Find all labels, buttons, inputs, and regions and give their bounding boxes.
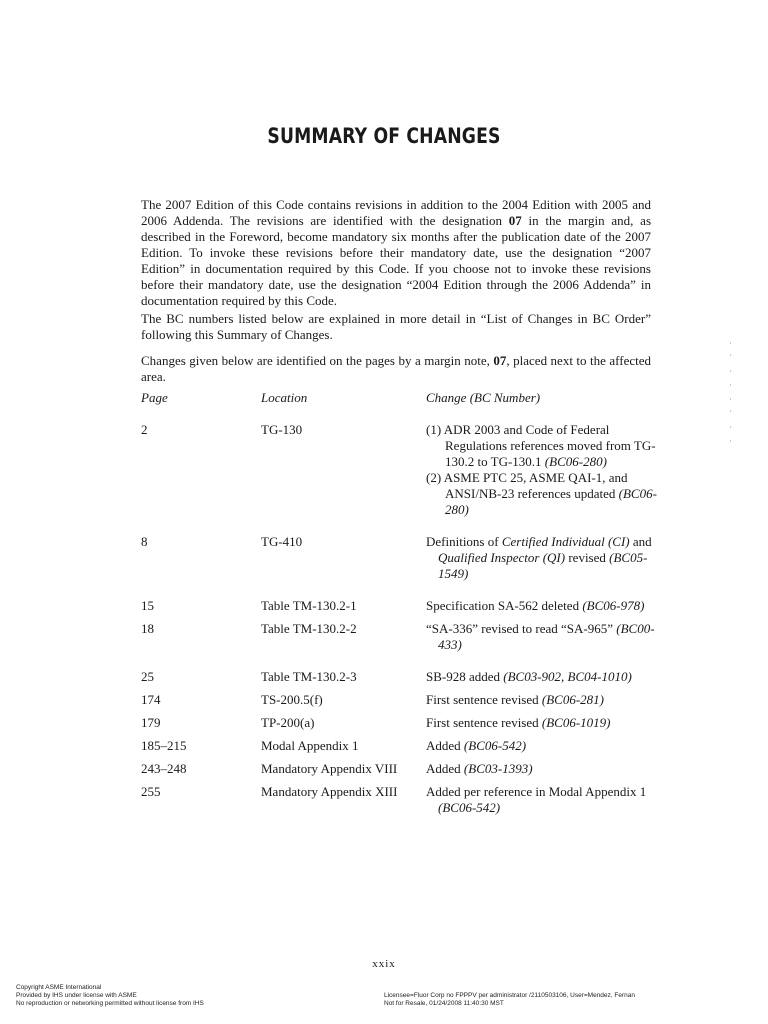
footer-line: Copyright ASME International — [16, 984, 102, 991]
row-change — [426, 422, 661, 534]
row-change — [426, 669, 661, 692]
change-text: Added — [426, 738, 464, 753]
row-page: 174 — [141, 692, 161, 707]
bc-number: (BC03-1393) — [463, 761, 533, 776]
bc-number: (BC06-542) — [463, 738, 527, 753]
table-row — [141, 598, 661, 621]
change-text: SB-928 added — [426, 669, 504, 684]
row-location: TP-200(a) — [261, 715, 315, 730]
change-text: Added per reference in Modal Appendix 1 — [426, 784, 647, 799]
bc-number: (BC06-280) — [445, 486, 657, 517]
row-page: 255 — [141, 784, 161, 799]
bc-number: (BC05-1549) — [438, 550, 648, 581]
row-change — [426, 534, 661, 598]
license-footer — [384, 992, 635, 1008]
copyright-footer — [16, 984, 204, 1008]
bc-number: (BC03-902, BC04-1010) — [503, 669, 632, 684]
row-change — [426, 761, 661, 784]
table-row — [141, 715, 661, 738]
change-text: First sentence revised — [426, 715, 542, 730]
row-location: Table TM-130.2-2 — [261, 621, 357, 636]
row-change — [426, 621, 661, 669]
change-item — [426, 761, 661, 777]
row-page: 185–215 — [141, 738, 187, 753]
footer-line: Provided by IHS under license with ASME — [16, 992, 137, 999]
term-qi: Qualified Inspector (QI) — [438, 550, 566, 565]
change-text: Definitions of — [426, 534, 502, 549]
change-item — [426, 715, 661, 731]
table-row — [141, 669, 661, 692]
row-change — [426, 692, 661, 715]
change-item — [426, 669, 661, 685]
row-location: Modal Appendix 1 — [261, 738, 359, 753]
margin-note-text-2: , placed next to the affected area. — [141, 353, 651, 384]
footer-line: Licensee=Fluor Corp no FPPPV per administrator /2110503106, User=Mendez, Fernan — [384, 992, 635, 999]
margin-designation: 07 — [508, 213, 522, 228]
table-row — [141, 692, 661, 715]
change-text: revised — [565, 550, 610, 565]
row-location: Table TM-130.2-1 — [261, 598, 357, 613]
table-row — [141, 621, 661, 669]
change-text: First sentence revised — [426, 692, 542, 707]
row-change — [426, 738, 661, 761]
changes-table — [141, 390, 661, 823]
table-row — [141, 534, 661, 598]
bc-number: (BC06-542) — [438, 800, 501, 815]
margin-note-paragraph — [141, 353, 651, 385]
header-page: Page — [141, 390, 168, 405]
change-item — [426, 598, 661, 614]
margin-marks — [729, 340, 733, 452]
change-item — [426, 692, 661, 708]
footer-line: No reproduction or networking permitted without license from IHS — [16, 1000, 204, 1007]
change-text: “SA-336” revised to read “SA-965” — [426, 621, 617, 636]
table-row — [141, 738, 661, 761]
margin-dots — [729, 340, 733, 452]
row-page: 18 — [141, 621, 154, 636]
row-location: TG-410 — [261, 534, 303, 549]
row-location: TG-130 — [261, 422, 303, 437]
change-text: Added — [426, 761, 464, 776]
margin-note-text-1: Changes given below are identified on the pages by a margin note, — [141, 353, 494, 368]
bc-number: (BC06-978) — [582, 598, 645, 613]
row-change — [426, 784, 661, 823]
page-number: xxix — [372, 958, 396, 970]
table-row — [141, 784, 661, 823]
term-ci: Certified Individual (CI) — [501, 534, 630, 549]
page-title: SUMMARY OF CHANGES — [267, 124, 501, 148]
margin-note-designation: 07 — [493, 353, 507, 368]
row-page: 179 — [141, 715, 161, 730]
table-header-row — [141, 390, 661, 422]
header-change: Change (BC Number) — [426, 390, 541, 405]
row-change — [426, 598, 661, 621]
row-location: Mandatory Appendix VIII — [261, 761, 398, 776]
row-change — [426, 715, 661, 738]
bc-number: (BC06-280) — [544, 454, 607, 469]
change-item — [426, 784, 661, 816]
bc-numbers-paragraph: The BC numbers listed below are explained in more detail in “List of Changes in BC Order” following this Summary of Changes. — [141, 311, 651, 342]
row-page: 2 — [141, 422, 148, 437]
bc-number: (BC06-281) — [541, 692, 604, 707]
intro-text-1: The 2007 Edition of this Code contains revisions in addition to the 2004 Edition with 2005 and 2006 Addenda. The revisions are identified with the designation — [141, 197, 651, 228]
change-item — [426, 621, 661, 653]
row-page: 243–248 — [141, 761, 187, 776]
change-text: and — [629, 534, 652, 549]
footer-line: Not for Resale, 01/24/2008 11:40:30 MST — [384, 1000, 504, 1007]
intro-text-2: in the margin and, as described in the Foreword, become mandatory six months after the publication date of the 2007 Edition. To invoke these revisions before their mandatory date, use the designation “2007 Edition” in documentation required by this Code. If you choose not to invoke these revisions before their mandatory date, use the designation “2004 Edition through the 2006 Addenda” in documentation required by this Code. — [141, 213, 651, 308]
bc-number: (BC00-433) — [438, 621, 655, 652]
row-page: 8 — [141, 534, 148, 549]
row-location: Mandatory Appendix XIII — [261, 784, 398, 799]
header-location: Location — [261, 390, 308, 405]
change-text: (1) ADR 2003 and Code of Federal Regulations references moved from TG-130.2 to TG-130.1 — [426, 422, 656, 469]
change-item — [426, 422, 661, 470]
table-row — [141, 422, 661, 534]
intro-paragraph — [141, 197, 651, 309]
change-text: Specification SA-562 deleted — [426, 598, 583, 613]
change-item — [426, 470, 661, 518]
table-row — [141, 761, 661, 784]
change-text: (2) ASME PTC 25, ASME QAI-1, and ANSI/NB-23 references updated — [426, 470, 628, 501]
row-page: 25 — [141, 669, 154, 684]
change-item — [426, 738, 661, 754]
change-item — [426, 534, 661, 582]
row-location: Table TM-130.2-3 — [261, 669, 357, 684]
row-location: TS-200.5(f) — [261, 692, 323, 707]
row-page: 15 — [141, 598, 154, 613]
bc-number: (BC06-1019) — [541, 715, 611, 730]
